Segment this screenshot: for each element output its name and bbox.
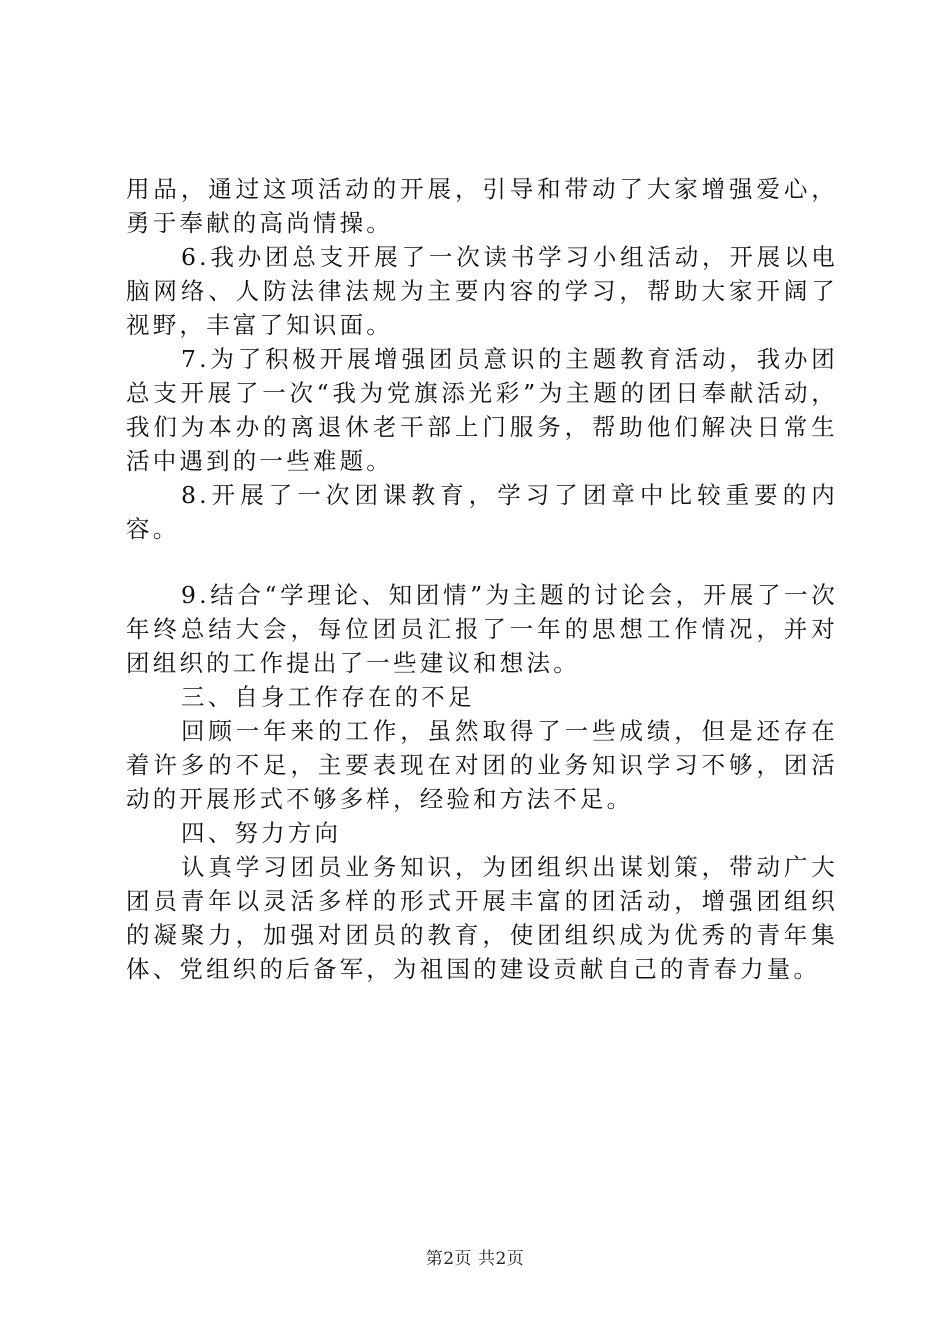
page-footer: 第2页 共2页 xyxy=(425,1249,525,1269)
document-body xyxy=(126,172,838,986)
section-heading-shortcomings: 三、自身工作存在的不足 xyxy=(181,683,475,711)
paragraph-continuation: 用品，通过这项活动的开展，引导和带动了大家增强爱心，勇于奉献的高尚情操。 xyxy=(126,175,838,237)
paragraph-item-9: 9.结合“学理论、知团情”为主题的讨论会，开展了一次年终总结大会，每位团员汇报了一年的思想工作情况，并对团组织的工作提出了一些建议和想法。 xyxy=(126,581,838,677)
paragraph-direction: 认真学习团员业务知识，为团组织出谋划策，带动广大团员青年以灵活多样的形式开展丰富的团活动，增强团组织的凝聚力，加强对团员的教育，使团组织成为优秀的青年集体、党组织的后备军，为祖国的建设贡献自己的青春力量。 xyxy=(126,853,838,983)
paragraph-item-6: 6.我办团总支开展了一次读书学习小组活动，开展以电脑网络、人防法律法规为主要内容的学习，帮助大家开阔了视野，丰富了知识面。 xyxy=(126,243,838,339)
paragraph-item-8: 8.开展了一次团课教育，学习了团章中比较重要的内容。 xyxy=(126,481,838,543)
paragraph-shortcomings: 回顾一年来的工作，虽然取得了一些成绩，但是还存在着许多的不足，主要表现在对团的业务知识学习不够，团活动的开展形式不够多样，经验和方法不足。 xyxy=(126,717,838,813)
section-heading-direction: 四、努力方向 xyxy=(181,819,342,847)
paragraph-item-7: 7.为了积极开展增强团员意识的主题教育活动，我办团总支开展了一次“我为党旗添光彩”为主题的团日奉献活动，我们为本办的离退休老干部上门服务，帮助他们解决日常生活中遇到的一些难题。 xyxy=(126,345,838,475)
paragraph-spacer xyxy=(126,546,838,578)
